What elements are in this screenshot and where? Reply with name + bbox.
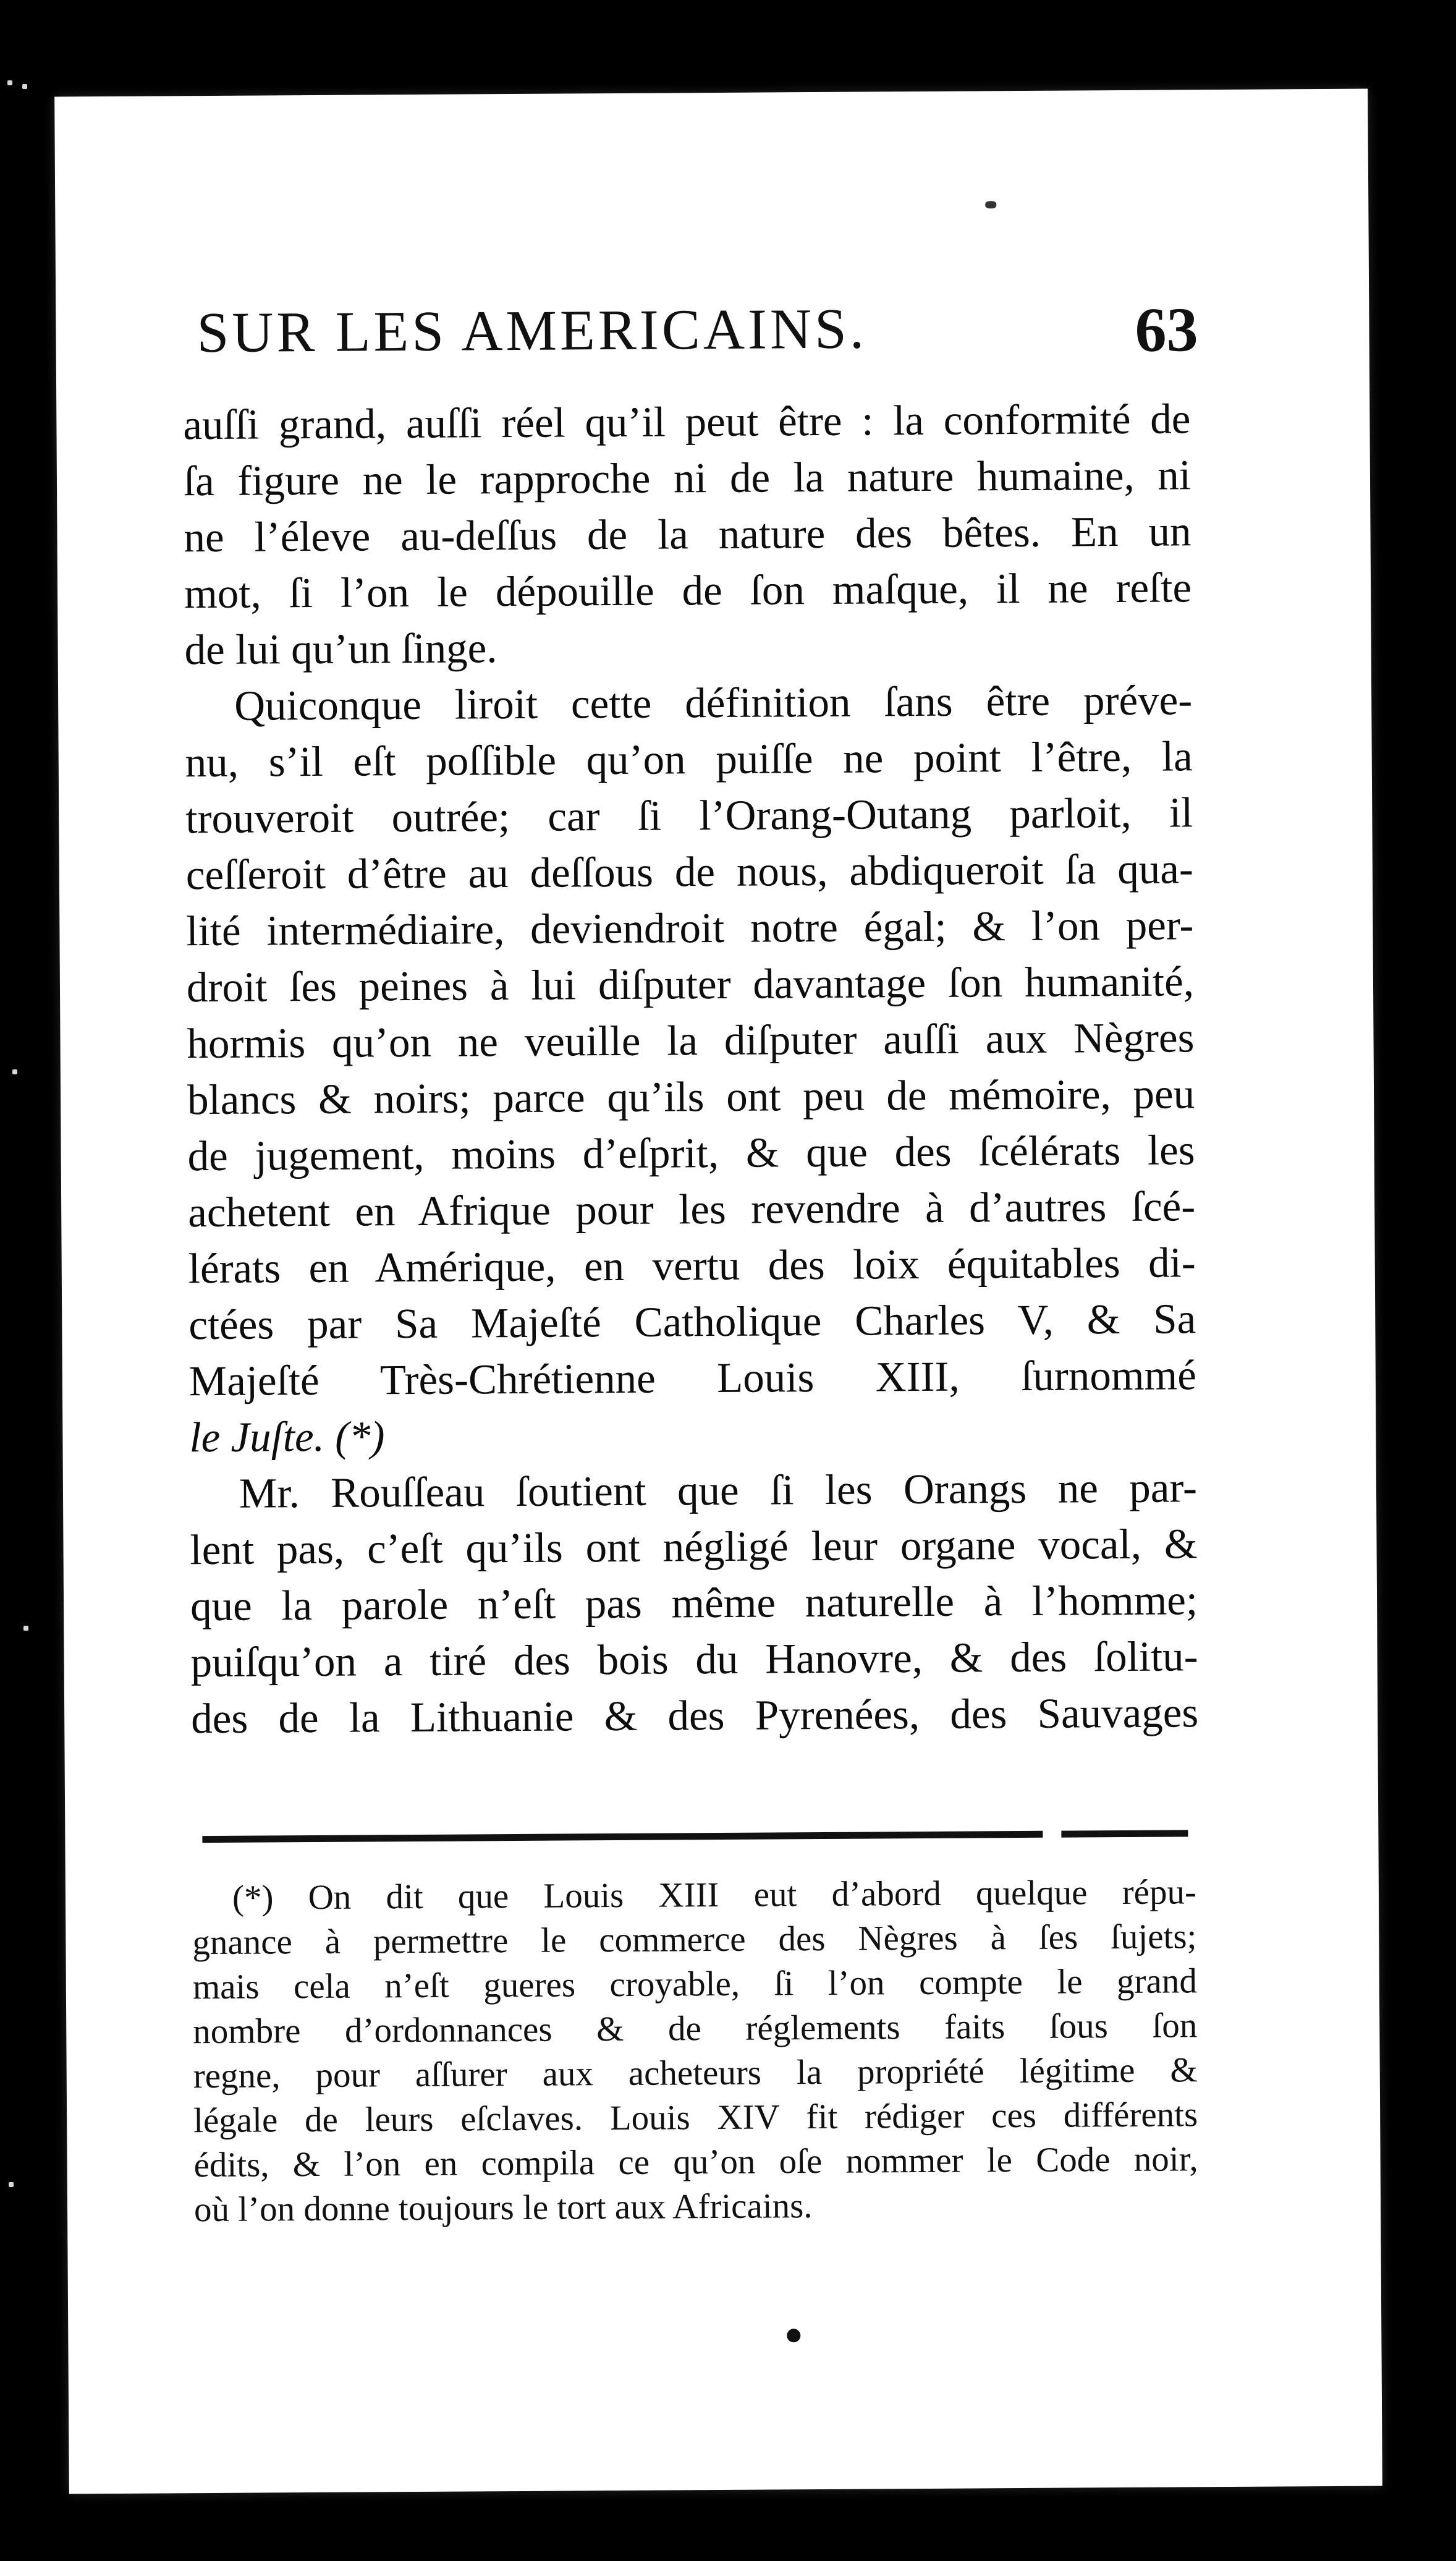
- text-line: trouveroit outrée; car ſi l’Orang-Outang parloit, il: [185, 789, 1193, 843]
- text-line: ctées par Sa Majeſté Catholique Charles V, & Sa: [188, 1295, 1196, 1349]
- page-edge-specks: [5, 80, 48, 2491]
- page-number: 63: [1135, 295, 1198, 365]
- text-line: ne l’éleve au-deſſus de la nature des bêtes. En un: [184, 508, 1191, 561]
- footnote-line: édits, & l’on en compila ce qu’on oſe nommer le Code noir,: [193, 2139, 1198, 2185]
- text-line: ſa figure ne le rapproche ni de la nature humaine, ni: [183, 451, 1191, 505]
- text-line: nu, s’il eſt poſſible qu’on puiſſe ne point l’être, la: [185, 733, 1193, 786]
- text-line: que la parole n’eſt pas même naturelle à l’homme;: [190, 1576, 1198, 1630]
- footnote-line: gnance à permettre le commerce des Nègres à ſes ſujets;: [192, 1917, 1197, 1963]
- footnote-line: nombre d’ordonnances & de réglements faits ſous ſon: [193, 2006, 1198, 2052]
- text-line: Quiconque liroit cette définition ſans être préve-: [234, 676, 1193, 729]
- text-line: lité intermédiaire, deviendroit notre égal; & l’on per-: [186, 901, 1194, 955]
- footnote-rule: [202, 1830, 1188, 1845]
- footnote-line: où l’on donne toujours le tort aux Africains.: [193, 2186, 813, 2230]
- text-line: puiſqu’on a tiré des bois du Hanovre, & des ſolitu-: [190, 1633, 1198, 1686]
- text-line: des de la Lithuanie & des Pyrenées, des Sauvages: [190, 1689, 1199, 1743]
- text-line: de lui qu’un ſinge.: [184, 624, 497, 674]
- text-line: ceſſeroit d’être au deſſous de nous, abdiqueroit ſa qua-: [185, 845, 1194, 899]
- footnote-line: mais cela n’eſt gueres croyable, ſi l’on compte le grand: [192, 1961, 1198, 2007]
- rule-segment: [1061, 1830, 1188, 1837]
- text-line: Majeſté Très-Chrétienne Louis XIII, ſurnommé: [188, 1351, 1197, 1405]
- text-line: achetent en Afrique pour les revendre à d’autres ſcé-: [187, 1183, 1196, 1236]
- text-line: blancs & noirs; parce qu’ils ont peu de mémoire, peu: [187, 1070, 1195, 1124]
- text-line: mot, ſi l’on le dépouille de ſon maſque, il ne reſte: [184, 564, 1192, 618]
- ornament-dot: [787, 2329, 800, 2342]
- text-line: hormis qu’on ne veuille la diſputer auſſi aux Nègres: [187, 1014, 1195, 1068]
- running-title: SUR LES AMERICAINS.: [197, 297, 868, 365]
- rule-segment: [202, 1831, 1043, 1843]
- text-line: lérats en Amérique, en vertu des loix équitables di-: [188, 1239, 1196, 1293]
- text-line: le Juſte. (*): [189, 1412, 385, 1461]
- footnote-line: légale de leurs eſclaves. Louis XIV fit rédiger ces différents: [193, 2095, 1198, 2141]
- page-header: [197, 294, 1198, 374]
- text-line: Mr. Rouſſeau ſoutient que ſi les Orangs ne par-: [239, 1464, 1198, 1517]
- footnote-line: regne, pour aſſurer aux acheteurs la propriété légitime &: [193, 2050, 1198, 2096]
- footnote-line: (*) On dit que Louis XIII eut d’abord quelque répu-: [232, 1872, 1197, 1918]
- main-text: [183, 391, 1198, 1747]
- text-line: auſſi grand, auſſi réel qu’il peut être : la conformité de: [183, 395, 1191, 449]
- text-line: lent pas, c’eſt qu’ils ont négligé leur organe vocal, &: [190, 1520, 1198, 1574]
- book-page: [54, 89, 1382, 2494]
- ink-blot: [985, 201, 996, 208]
- text-line: de jugement, moins d’eſprit, & que des ſcélérats les: [187, 1126, 1195, 1180]
- footnote: [192, 1870, 1198, 2232]
- text-line: droit ſes peines à lui diſputer davantage ſon humanité,: [186, 958, 1195, 1011]
